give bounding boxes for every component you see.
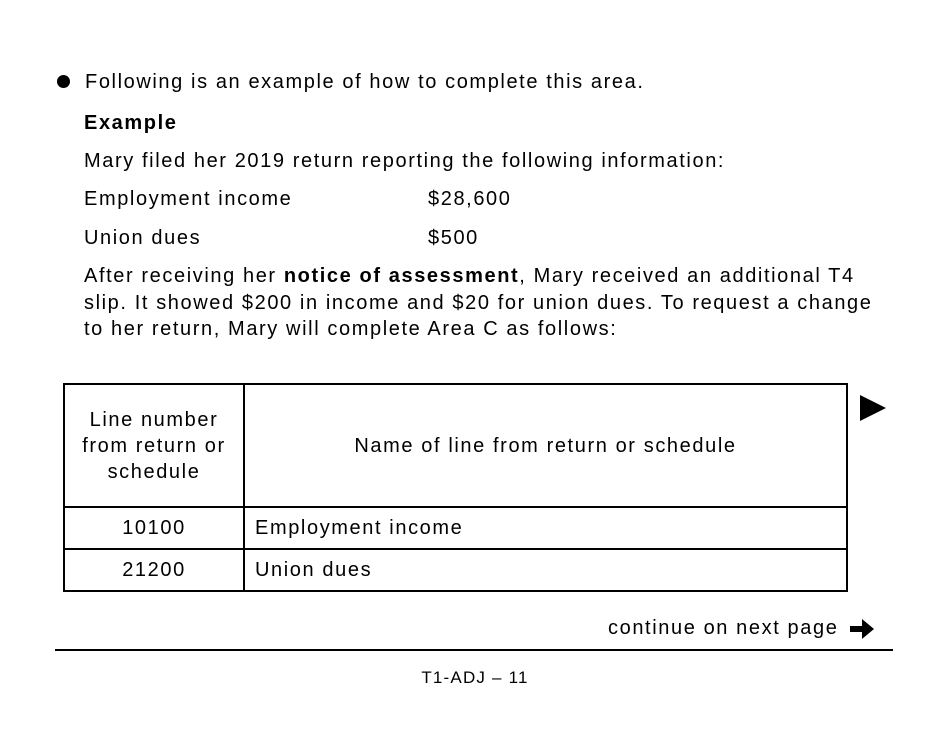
- para-text-end: , Mary received an additional T4 slip. It showed $200 in income and $20 for union dues. To request a change to her return, Mary will complete Area C as follows:: [84, 265, 873, 340]
- line-name-cell: Union dues: [244, 549, 847, 591]
- line-number-cell: 10100: [64, 507, 244, 549]
- example-heading: Example: [84, 112, 178, 134]
- bullet-icon: [57, 75, 70, 88]
- header-line-number-text: Line number from return or schedule: [82, 408, 226, 483]
- notice-of-assessment-term: notice of assessment: [283, 265, 520, 287]
- info-value-employment: $28,600: [428, 188, 512, 210]
- line-number-cell: 21200: [64, 549, 244, 591]
- example-lead: Mary filed her 2019 return reporting the following information:: [84, 150, 726, 172]
- arrow-right-icon: [860, 395, 886, 421]
- explanation-paragraph: [84, 263, 884, 343]
- continue-next-page[interactable]: [608, 616, 876, 641]
- info-label-union: Union dues: [84, 227, 202, 249]
- intro-text: Following is an example of how to complete this area.: [85, 71, 645, 93]
- table-row: [64, 549, 847, 591]
- header-line-number: [64, 384, 244, 507]
- info-label-employment: Employment income: [84, 188, 293, 210]
- area-c-example-table: [63, 383, 848, 592]
- table-header-row: [64, 384, 847, 507]
- page-footer: T1-ADJ – 11: [421, 668, 529, 687]
- para-text-start: After receiving her: [84, 265, 284, 287]
- footer-divider: [55, 649, 893, 651]
- arrow-right-bold-icon: [848, 617, 876, 641]
- table-row: [64, 507, 847, 549]
- info-value-union: $500: [428, 227, 479, 249]
- header-line-name: Name of line from return or schedule: [244, 384, 847, 507]
- continue-text: continue on next page: [608, 617, 839, 639]
- line-name-cell: Employment income: [244, 507, 847, 549]
